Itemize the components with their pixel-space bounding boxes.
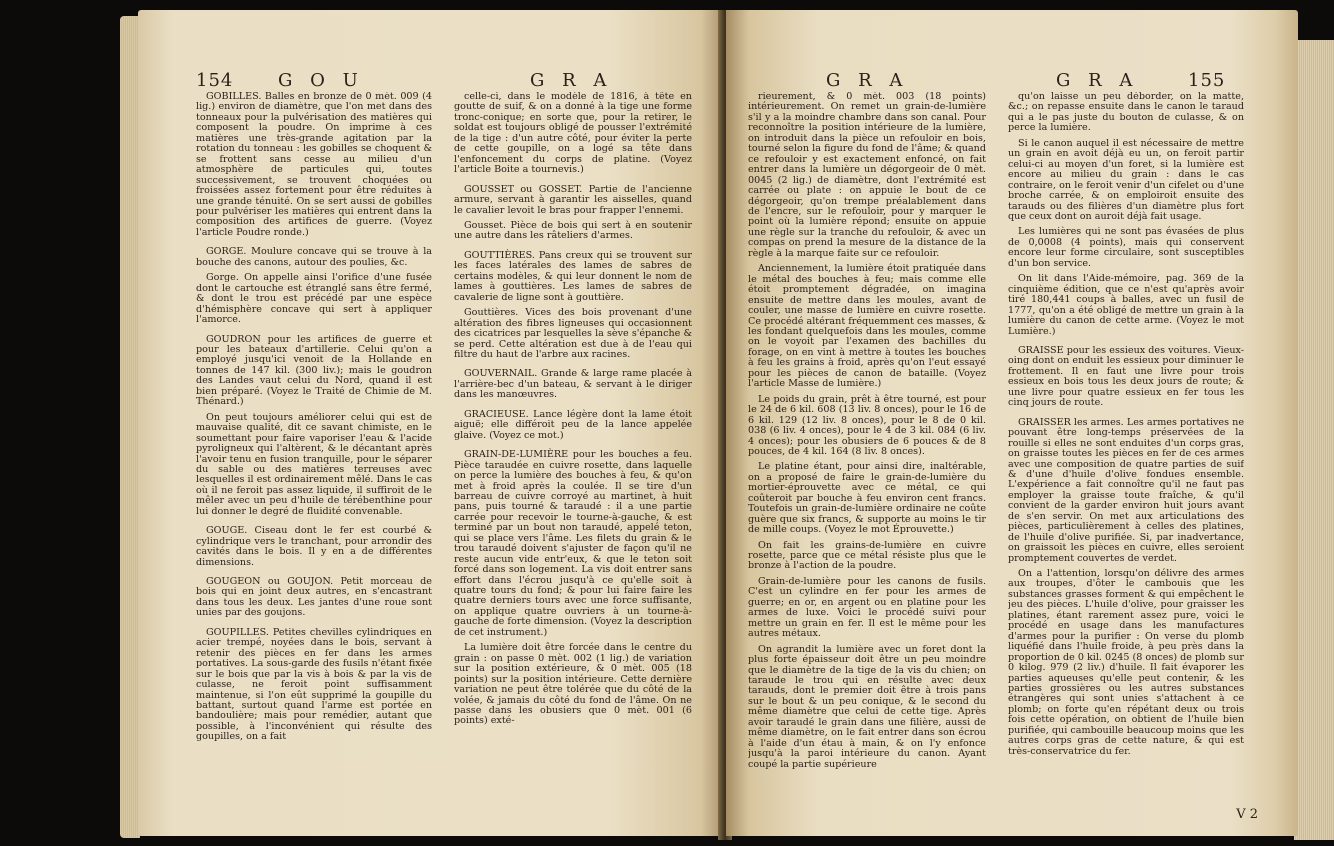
paragraph: Si le canon auquel il est nécessaire de mettre un grain en avoit déjà eu un, on feroit partir celui-ci au moyen d'un foret, si la lumière est encore au milieu du grain : dans le cas contraire, on le feroit venir d'un cifelet ou d'une broche carrée, & on emploiroit ensuite des tarauds ou des filières d'un diamètre plus fort que ceux dont on auroit déjà fait usage. xyxy=(1008,137,1244,222)
paragraph: GOUGEON ou GOUJON. Petit morceau de bois qui en joint deux autres, en s'encastrant dans tous les deux. Les jantes d'une roue sont unies par des goujons. xyxy=(196,576,432,619)
signature-mark: V 2 xyxy=(1236,807,1258,822)
paragraph: On a l'attention, lorsqu'on délivre des armes aux troupes, d'ôter le cambouis que les substances grasses forment & qui empêchent le jeu des pièces. L'huile d'olive, pour graisser les platines, étant rarement assez pure, voici le procédé en usage dans les manufactures d'armes pour la purifier : On verse du plomb liquéfié dans l'huile froide, à peu près dans la proportion de 0 kil. 0245 (8 onces) de plomb sur 0 kilog. 979 (2 liv.) d'huile. Il fait évaporer les parties aqueuses qu'elle peut contenir, & les parties grossières ou les autres substances étrangères qui sont unies s'attachent à ce plomb; on forte qu'en répétant deux ou trois fois cette opération, on obtient de l'huile bien purifiée, qui cambouille beaucoup moins que les autres corps gras de cette nature, & qui est très-conservatrice du fer. xyxy=(1008,568,1244,757)
paragraph: Grain-de-lumière pour les canons de fusils. C'est un cylindre en fer pour les armes de guerre; en or, en argent ou en platine pour les armes de luxe. Voici le procédé suivi pour mettre un grain en fer. Il est le même pour les autres métaux. xyxy=(748,575,986,640)
left-page-header xyxy=(138,70,724,92)
page-edges-left xyxy=(120,16,140,838)
paragraph: rieurement, & 0 mèt. 003 (18 points) intérieurement. On remet un grain-de-lumière s'il y a la moindre chambre dans son canal. Pour reconnoître la position intérieure de la lumière, on introduit dans la pièce un refouloir en bois, tourné selon la figure du fond de l'âme; & quand ce refouloir y est exactement enfoncé, on fait entrer dans la lumière un dégorgeoir de 0 mèt. 0045 (2 lig.) de diamètre, dont l'extrémité est carrée ou plate : on appuie le bout de ce dégorgeoir, qu'on trempe préalablement dans de l'encre, sur le refouloir, pour y marquer le point où la lumière répond; ensuite on appuie une règle sur la tranche du refouloir, & avec un compas on prend la mesure de la distance de la règle à la marque faite sur ce refouloir. xyxy=(748,92,986,259)
paragraph: GOUDRON pour les artifices de guerre et pour les bateaux d'artillerie. Celui qu'on a employé jusqu'ici venoit de la Hollande en tonnes de 147 kil. (300 liv.); mais le goudron des Landes vaut celui du Nord, quand il est bien préparé. (Voyez le Traité de Chimie de M. Thénard.) xyxy=(196,333,432,408)
right-page-column-1 xyxy=(748,92,986,816)
page-number-right: 155 xyxy=(1188,70,1226,91)
open-book xyxy=(50,10,1295,840)
paragraph: GRACIEUSE. Lance légère dont la lame étoit aiguë; elle différoit peu de la lance appelée glaive. (Voyez ce mot.) xyxy=(454,408,692,441)
right-page-header xyxy=(726,70,1298,92)
paragraph: Anciennement, la lumière étoit pratiquée dans le métal des bouches à feu; mais comme elle étoit promptement dégradée, on imagina ensuite de mettre dans les moules, avant de couler, une masse de lumière en cuivre rosette. Ce procédé altérant fréquemment ces masses, & les fondant quelquefois dans les moules, comme on le voyoit par l'examen des bachilles du forage, on en vint à mettre à toutes les bouches à feu les grains à froid, après qu'on l'eut essayé pour les pièces de canon de bataille. (Voyez l'article Masse de lumière.) xyxy=(748,263,986,390)
left-page-column-1 xyxy=(196,92,432,816)
paragraph: celle-ci, dans le modèle de 1816, à tête en goutte de suif, & on a donné à la tige une forme tronc-conique; en sorte que, pour la retirer, le soldat est toujours obligé de pousser l'extrémité de la tige : d'un autre côté, pour éviter la perte de cette goupille, on a logé sa tête dans l'enfoncement du corps de platine. (Voyez l'article Boite a tournevis.) xyxy=(454,92,692,176)
paragraph: GRAISSER les armes. Les armes portatives ne pouvant être long-temps préservées de la rouille si elles ne sont enduites d'un corps gras, on graisse toutes les pièces en fer de ces armes avec une composition de quatre parties de suif & d'une d'huile d'olive fondues ensemble. L'expérience a fait connoître qu'il ne faut pas employer la graisse toute fraîche, & qu'il convient de la garder environ huit jours avant de s'en servir. On met aux articulations des pièces, particulièrement à celles des platines, de l'huile d'olive purifiée. Si, par inadvertance, on graissoit les pièces en cuivre, elles seroient promptement couvertes de verdet. xyxy=(1008,416,1244,564)
running-head-right: G R A xyxy=(530,70,613,91)
paragraph: On fait les grains-de-lumière en cuivre rosette, parce que ce métal résiste plus que le bronze à l'action de la poudre. xyxy=(748,539,986,572)
paragraph: Gouttières. Vices des bois provenant d'une altération des fibres ligneuses qui occasionnent des cicatrices par lesquelles la sève s'épanche & se perd. Cette altération est due à de l'eau qui filtre du haut de l'arbre aux racines. xyxy=(454,307,692,360)
paragraph: On agrandit la lumière avec un foret dont la plus forte épaisseur doit être un peu moindre que le diamètre de la tige de la vis du chien; on taraude le trou qui en résulte avec deux tarauds, dont le premier doit être à trois pans sur le bout & un peu conique, & le second du même diamètre que celui de cette tige. Après avoir taraudé le grain dans une filière, aussi de même diamètre, on le fait entrer dans son écrou à l'aide d'un étau à main, & on l'y enfonce jusqu'à la paroi intérieure du canon. Ayant coupé la partie supérieure xyxy=(748,643,986,770)
paragraph: Le platine étant, pour ainsi dire, inaltérable, on a proposé de faire le grain-de-lumière du mortier-éprouvette avec ce métal, ce qui coûteroit par bouche à feu environ cent francs. Toutefois un grain-de-lumière ordinaire ne coûte guère que six francs, & supporte au moins le tir de mille coups. (Voyez le mot Éprouvette.) xyxy=(748,461,986,536)
right-page-column-2 xyxy=(1008,92,1244,816)
paragraph: On lit dans l'Aide-mémoire, pag. 369 de la cinquième édition, que ce n'est qu'après avoir tiré 180,441 coups à balles, avec un fusil de 1777, qu'on a été obligé de mettre un grain à la lumière du canon de cette arme. (Voyez le mot Lumière.) xyxy=(1008,273,1244,337)
paragraph: GRAIN-DE-LUMIÈRE pour les bouches a feu. Pièce taraudée en cuivre rosette, dans laquelle on perce la lumière des bouches à feu, & qu'on met à froid après la coulée. Il se tire d'un barreau de cuivre corroyé au martinet, à huit pans, puis tourné & taraudé : il a une partie carrée pour recevoir le tourne-à-gauche, & est terminé par un bout non taraudé, appelé teton, qui se place vers l'âme. Les filets du grain & le trou taraudé doivent s'ajuster de façon qu'il ne reste aucun vide entr'eux, & que le teton soit forcé dans son logement. La vis doit entrer sans effort dans l'écrou jusqu'à ce qu'elle soit à quatre tours du fond; & pour lui faire faire les quatre derniers tours avec une force suffisante, on applique quatre ouvriers à un tourne-à-gauche de forte dimension. (Voyez la description de cet instrument.) xyxy=(454,449,692,638)
paragraph: GOUVERNAIL. Grande & large rame placée à l'arrière-bec d'un bateau, & servant à le diriger dans les manœuvres. xyxy=(454,368,692,401)
paragraph: GOUTTIÈRES. Pans creux qui se trouvent sur les faces latérales des lames de sabres de certains modèles, & qui leur donnent le nom de lames à gouttières. Les lames de sabres de cavalerie de ligne sont à gouttière. xyxy=(454,249,692,303)
paragraph: Le poids du grain, prêt à être tourné, est pour le 24 de 6 kil. 608 (13 liv. 8 onces), pour le 16 de 6 kil. 129 (12 liv. 8 onces), pour le 8 de 0 kil. 038 (6 liv. 4 onces), pour le 4 de 3 kil. 084 (6 liv. 4 onces); pour les obusiers de 6 pouces & de 8 pouces, de 4 kil. 164 (8 liv. 8 onces). xyxy=(748,393,986,457)
paragraph: qu'on laisse un peu déborder, on la matte, &c.; on repasse ensuite dans le canon le taraud qui a le pas juste du bouton de culasse, & on perce la lumière. xyxy=(1008,92,1244,134)
page-edges-right xyxy=(1294,40,1334,840)
paragraph: GRAISSE pour les essieux des voitures. Vieux-oing dont on enduit les essieux pour diminuer le frottement. Il en faut une livre pour trois essieux en bois tous les deux jours de route; & une livre pour quatre essieux en fer tous les cinq jours de route. xyxy=(1008,344,1244,409)
paragraph: GOUSSET ou GOSSET. Partie de l'ancienne armure, servant à garantir les aisselles, quand le cavalier levoit le bras pour frapper l'ennemi. xyxy=(454,183,692,216)
running-head-right: G R A xyxy=(1056,70,1139,91)
paragraph: GOUGE. Ciseau dont le fer est courbé & cylindrique vers le tranchant, pour arrondir des cavités dans le bois. Il y en a de différentes dimensions. xyxy=(196,525,432,568)
running-head-left: G O U xyxy=(278,70,364,91)
paragraph: Gorge. On appelle ainsi l'orifice d'une fusée dont le cartouche est étranglé sans être fermé, & dont le trou est précédé par une espèce d'hémisphère concave qui sert à appliquer l'amorce. xyxy=(196,272,432,326)
left-page xyxy=(138,10,724,836)
page-number-left: 154 xyxy=(196,70,234,91)
right-page xyxy=(726,10,1298,836)
paragraph: GOUPILLES. Petites chevilles cylindriques en acier trempé, noyées dans le bois, servant à retenir des pièces en fer dans les armes portatives. La sous-garde des fusils n'étant fixée sur le bois que par la vis à bois & par la vis de culasse, ne feroit point suffisamment maintenue, si l'on eût supprimé la goupille du battant, surtout quand l'arme est portée en bandoulière; mais pour remédier, autant que possible, à l'inconvénient qui résulte des goupilles, on a fait xyxy=(196,626,432,743)
paragraph: La lumière doit être forcée dans le centre du grain : on passe 0 mèt. 002 (1 lig.) de variation sur la position extérieure, & 0 mèt. 005 (18 points) sur la position intérieure. Cette dernière variation ne peut être tolérée que du côté de la volée, & jamais du côté du fond de l'âme. On ne passe dans les obusiers que 0 mèt. 001 (6 points) exté- xyxy=(454,642,692,727)
paragraph: Gousset. Pièce de bois qui sert à en soutenir une autre dans les râteliers d'armes. xyxy=(454,219,692,242)
paragraph: GOBILLES. Balles en bronze de 0 mèt. 009 (4 lig.) environ de diamètre, que l'on met dans des tonneaux pour la pulvérisation des matières qui composent la poudre. On imprime à ces matières une très-grande agitation par la rotation du tonneau : les gobilles se choquent & se frottent sans cesse au milieu d'un atmosphère de particules qui, toutes successivement, se trouvent choquées ou froissées assez fortement pour être réduites à une grande ténuité. On se sert aussi de gobilles pour pulvériser les matières qui entrent dans la composition des artifices de guerre. (Voyez l'article Poudre ronde.) xyxy=(196,92,432,238)
paragraph: Les lumières qui ne sont pas évasées de plus de 0,0008 (4 points), mais qui conservent encore leur forme circulaire, sont susceptibles d'un bon service. xyxy=(1008,226,1244,269)
paragraph: GORGE. Moulure concave qui se trouve à la bouche des canons, autour des poulies, &c. xyxy=(196,246,432,268)
running-head-left: G R A xyxy=(826,70,909,91)
left-page-column-2 xyxy=(454,92,692,816)
paragraph: On peut toujours améliorer celui qui est de mauvaise qualité, dit ce savant chimiste, en le soumettant pour faire vaporiser l'eau & l'acide pyroligneux qui l'altèrent, & le décantant après l'avoir tenu en fusion tranquille, pour le séparer du sable ou des matières terreuses avec lesquelles il est ordinairement mêlé. Dans le cas où il ne feroit pas assez liquide, il suffiroit de le mêler avec un peu d'huile de térébenthine pour lui donner le degré de fluidité convenable. xyxy=(196,411,432,517)
